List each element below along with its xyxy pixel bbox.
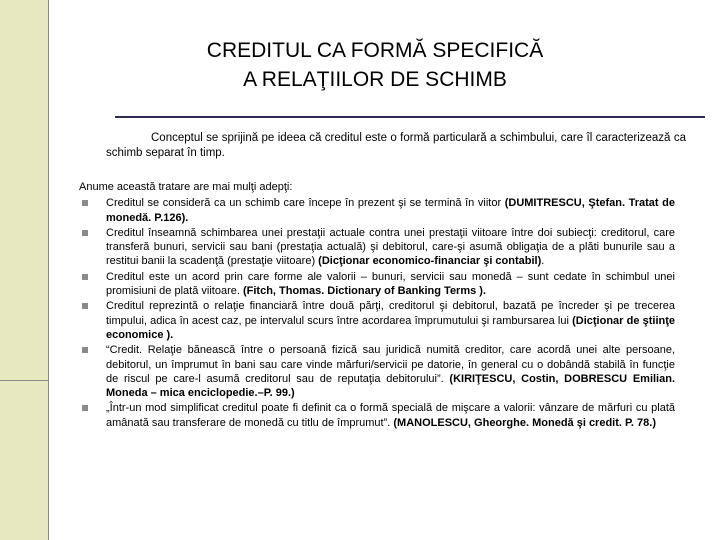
item-source: (Dicţionar de ştiinţe economice ). (106, 314, 675, 341)
bullet-icon (82, 200, 88, 206)
horizontal-divider (0, 380, 48, 381)
item-source: (Dicţionar economico-financiar şi contabil) (318, 255, 542, 268)
bullet-icon (82, 405, 88, 411)
intro-text: Conceptul se sprijină pe ideea că creditul este o formă particulară a schimbului, care îl caracterizează ca schimb separat în timp. (106, 132, 686, 159)
definition-list (79, 196, 675, 430)
item-source: (MANOLESCU, Gheorghe. Monedă şi credit. P. 78.) (393, 416, 656, 429)
bullet-icon (82, 347, 88, 353)
item-text: “Credit. Relaţie bănească între o persoană fizică sau juridică numită creditor, care acordă unei alte persoane, debitorul, un împrumut în bani sau care vinde mărfuri/servicii pe datorie, în general cu o dobândă stabilă în funcţie de riscul pe care-l asumă creditorul sau de reputaţia debitorului”. (106, 344, 675, 385)
list-item (79, 299, 675, 342)
item-tail: . (541, 255, 545, 268)
slide-title (120, 36, 630, 94)
item-text: „Într-un mod simplificat creditul poate fi definit ca o formă specială de mişcare a valorii: vânzare de mărfuri cu plată amânată sau transferare de monedă cu titlu de împrumut”. (106, 402, 675, 429)
main-content (79, 180, 675, 431)
item-source: (DUMITRESCU, Ştefan. Tratat de monedă. P.126). (106, 197, 676, 224)
title-underline (115, 116, 705, 118)
vertical-divider (48, 0, 49, 540)
item-source: (KIRIŢESCU, Costin, DOBRESCU Emilian. Moneda – mica enciclopedie.–P. 99.) (106, 372, 676, 400)
lead-text: Anume această tratare are mai mulţi adepţi: (79, 181, 293, 193)
title-line-1: CREDITUL CA FORMĂ SPECIFICĂ (206, 39, 544, 62)
decorative-side-band (0, 0, 48, 540)
list-item (79, 270, 675, 299)
list-item (79, 226, 675, 269)
item-text: Creditul reprezintă o relaţie financiară între două părţi, creditorul şi debitorul, bazată pe încreder şi pe trecerea timpului, adica în acest caz, pe intervalul scurs între acordarea împrumutului şi rambursarea lui (106, 300, 675, 327)
list-item (79, 401, 675, 430)
bullet-icon (82, 303, 88, 309)
intro-paragraph (106, 131, 686, 161)
item-text: Creditul este un acord prin care forme ale valorii – bunuri, servicii sau monedă – sunt cedate în schimbul unei promisiuni de plată viitoare. (106, 270, 675, 298)
item-source: (Fitch, Thomas. Dictionary of Banking Terms ). (242, 285, 487, 298)
title-line-2: A RELAŢIILOR DE SCHIMB (243, 68, 507, 91)
item-text: Creditul înseamnă schimbarea unei prestaţii actuale contra unei prestaţii viitoare între doi subiecţi: creditorul, care transferă bunuri, servicii sau bani (prestaţia actuală) şi debitorul, care-şi asumă obligaţia de a plăti bunurile sau a restitui banii la scadenţă (prestaţie viitoare) (106, 226, 675, 268)
list-item (79, 343, 675, 400)
bullet-icon (82, 274, 88, 280)
bullet-icon (82, 230, 88, 236)
item-text: Creditul se consideră ca un schimb care începe în prezent şi se termină în viitor (106, 197, 505, 210)
list-item (79, 196, 675, 225)
